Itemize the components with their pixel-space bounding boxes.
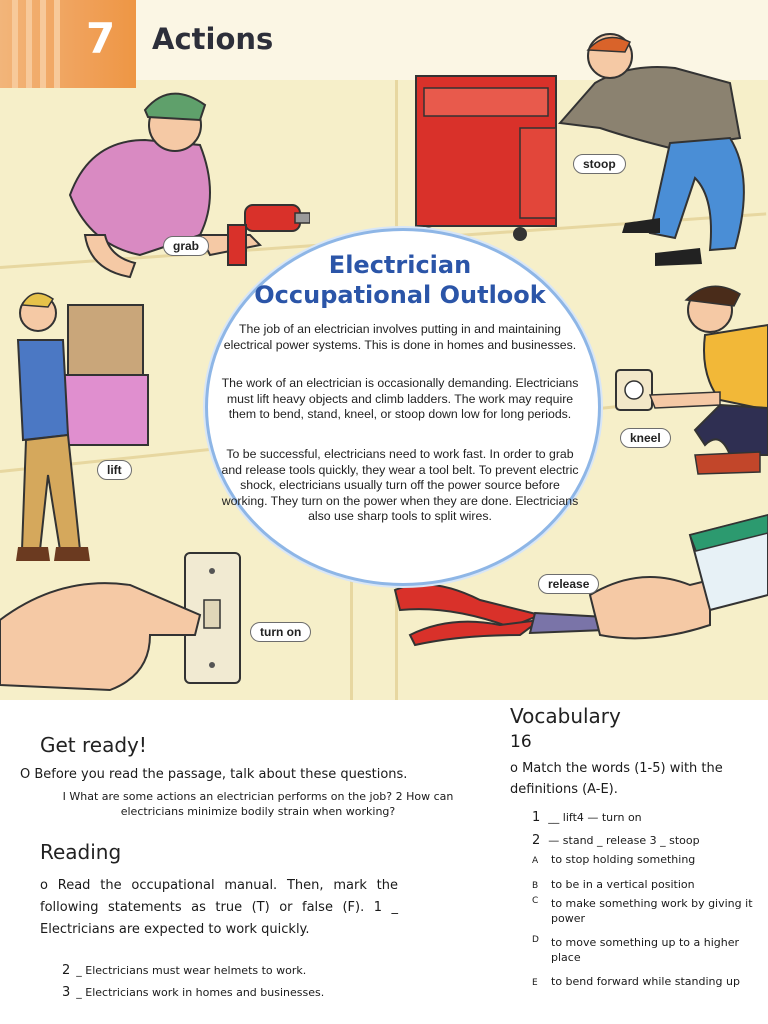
definition-c <box>532 896 757 926</box>
reading-item-3-num: 3 <box>62 985 71 1000</box>
label-lift: lift <box>97 460 132 480</box>
reading-item-2-text: _ Electricians must wear helmets to work. <box>76 964 307 977</box>
passage-title <box>215 250 585 310</box>
label-release: release <box>538 574 599 594</box>
vocabulary-line-1-text: __ lift4 — turn on <box>548 811 642 824</box>
reading-instruction: o Read the occupational manual. Then, mark the following statements as true (T) or false (F). 1 _ Electricians are expected to work quickly. <box>40 878 398 937</box>
unit-number: 7 <box>86 14 116 63</box>
definition-b <box>532 878 757 891</box>
definition-a-text: to stop holding something <box>551 853 696 866</box>
passage-paragraph-2: The work of an electrician is occasionally demanding. Electricians must lift heavy objects and climb ladders. The work may require them to bend, stand, kneel, or stoop down low for long periods. <box>221 376 579 421</box>
definition-b-letter: B <box>532 881 539 891</box>
reading-item-2-num: 2 <box>62 963 71 978</box>
vocabulary-line-1 <box>532 810 642 825</box>
label-stoop: stoop <box>573 154 626 174</box>
definition-d-letter: D <box>532 935 539 945</box>
definition-c-text: to make something work by giving it power <box>551 897 753 925</box>
get-ready-questions: I What are some actions an electrician performs on the job? 2 How can electricians minimize bodily strain when working? <box>62 790 454 818</box>
label-turn-on: turn on <box>250 622 311 642</box>
vocabulary-line-1-num: 1 <box>532 810 541 825</box>
label-kneel: kneel <box>620 428 671 448</box>
definition-d-text: to move something up to a higher place <box>551 936 739 964</box>
vocabulary-line-2 <box>532 833 700 848</box>
reading-item-3-text: _ Electricians work in homes and businesses. <box>76 986 325 999</box>
reading-item-3 <box>62 985 324 1000</box>
definition-a-letter: A <box>532 856 539 866</box>
definition-e-text: to bend forward while standing up <box>551 975 740 988</box>
lift-illustration <box>8 285 158 585</box>
definition-e-letter: E <box>532 978 538 988</box>
definition-a <box>532 853 757 866</box>
vocabulary-line-2-num: 2 <box>532 833 541 848</box>
passage-paragraph-3: To be successful, electricians need to work fast. In order to grab and release tools quickly, they wear a tool belt. To prevent electric shock, electricians usually turn off the power source before working. They turn on the power when they are done. Electricians also use sharp tools to split wires. <box>221 447 579 523</box>
unit-tab <box>0 0 136 88</box>
passage-title-line1: Electrician <box>328 251 472 279</box>
definition-c-letter: C <box>532 896 539 906</box>
reading-heading: Reading <box>40 840 122 864</box>
unit-title: Actions <box>152 22 274 56</box>
definition-d <box>532 935 757 965</box>
vocabulary-line-2-text: — stand _ release 3 _ stoop <box>548 834 700 847</box>
vocabulary-number: 16 <box>510 732 532 752</box>
reading-item-2 <box>62 963 306 978</box>
passage-paragraph-1: The job of an electrician involves putting in and maintaining electrical power systems. This is done in homes and businesses. <box>223 322 577 352</box>
label-grab: grab <box>163 236 209 256</box>
definition-e <box>532 975 757 988</box>
definition-b-text: to be in a vertical position <box>551 878 695 891</box>
kneel-illustration <box>610 280 768 480</box>
get-ready-heading: Get ready! <box>40 733 147 757</box>
get-ready-instruction: O Before you read the passage, talk about these questions. <box>20 767 408 782</box>
turn-on-illustration <box>0 545 250 695</box>
vocabulary-heading: Vocabulary <box>510 704 621 728</box>
passage-title-line2: Occupational Outlook <box>254 281 546 309</box>
vocabulary-instruction: o Match the words (1-5) with the definitions (A-E). <box>510 761 723 797</box>
